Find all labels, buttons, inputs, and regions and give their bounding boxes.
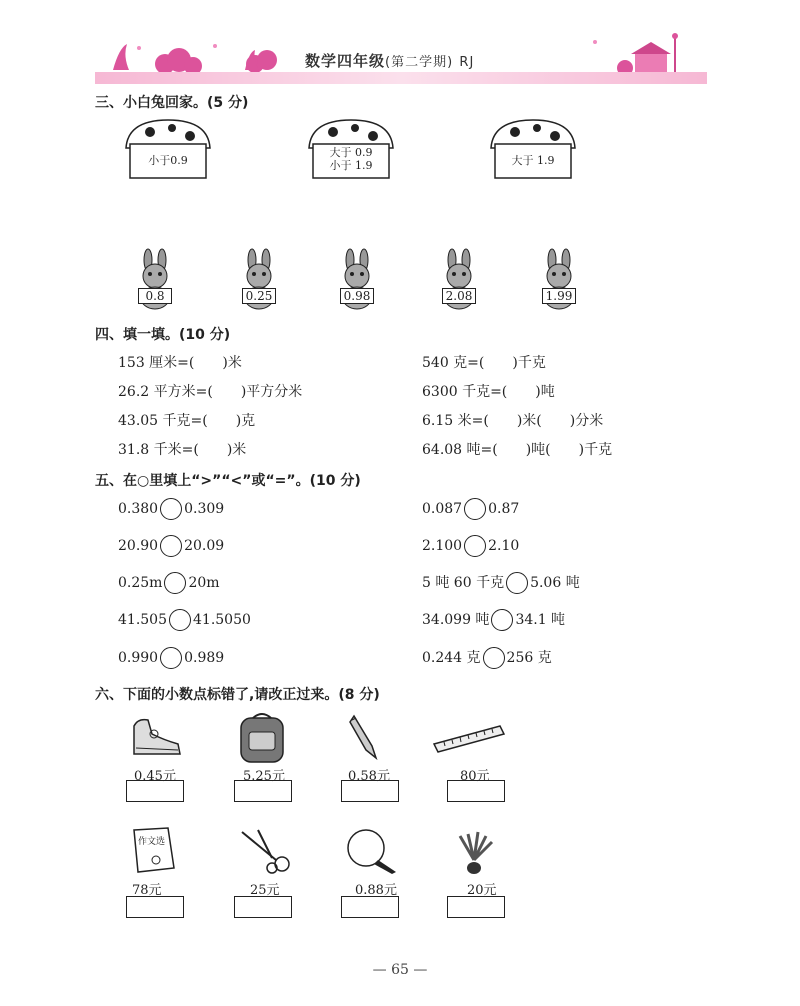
compare-circle[interactable] (164, 572, 186, 594)
rabbit-number: 0.25 (242, 288, 276, 304)
page-header (95, 28, 707, 80)
header-band (95, 72, 707, 84)
price-label: 0.58元 (348, 769, 390, 784)
price-label: 0.88元 (355, 883, 397, 898)
compare-circle[interactable] (160, 647, 182, 669)
fill-item[interactable]: 6.15 米=( )米( )分米 (422, 413, 604, 429)
shuttlecock-icon (452, 830, 496, 876)
compare-circle[interactable] (491, 609, 513, 631)
mushroom-house-1 (120, 118, 216, 182)
compare-row: 0.244 克 256 克 (422, 647, 552, 669)
compare-row: 0.087 0.87 (422, 498, 519, 520)
rabbit-number: 1.99 (542, 288, 576, 304)
compare-circle[interactable] (506, 572, 528, 594)
rabbit-5 (538, 248, 580, 310)
compare-row: 34.099 吨 34.1 吨 (422, 609, 565, 631)
rabbit-3 (336, 248, 378, 310)
fill-item[interactable]: 31.8 千米=( )米 (118, 442, 247, 458)
ruler-icon (432, 722, 506, 754)
price-label: 25元 (250, 883, 280, 898)
answer-box[interactable] (447, 896, 505, 918)
answer-box[interactable] (341, 780, 399, 802)
price-label: 0.45元 (134, 769, 176, 784)
scissors-icon (238, 828, 294, 874)
fill-item[interactable]: 153 厘米=( )米 (118, 355, 242, 371)
pen-icon (346, 712, 386, 764)
mushroom-label: 大于 0.9 小于 1.9 (329, 146, 373, 172)
compare-circle[interactable] (464, 535, 486, 557)
compare-row: 0.990 0.989 (118, 647, 224, 669)
mushroom-label: 大于 1.9 (511, 154, 555, 167)
fill-item[interactable]: 6300 千克=( )吨 (422, 384, 555, 400)
compare-row: 5 吨 60 千克 5.06 吨 (422, 572, 580, 594)
compare-row: 41.505 41.5050 (118, 609, 251, 631)
section3-title: 三、小白兔回家。(5 分) (95, 95, 249, 111)
answer-box[interactable] (234, 780, 292, 802)
fill-item[interactable]: 26.2 平方米=( )平方分米 (118, 384, 303, 400)
notebook (130, 826, 176, 874)
section4-title: 四、填一填。(10 分) (95, 327, 231, 343)
rabbit-number: 0.8 (138, 288, 172, 304)
price-label: 78元 (132, 883, 162, 898)
backpack-icon (235, 710, 289, 764)
rabbit-4 (438, 248, 480, 310)
fill-item[interactable]: 540 克=( )千克 (422, 355, 546, 371)
compare-circle[interactable] (169, 609, 191, 631)
answer-box[interactable] (126, 780, 184, 802)
page-number: — 65 — (372, 962, 428, 978)
compare-circle[interactable] (483, 647, 505, 669)
mushroom-house-2 (303, 118, 399, 182)
price-label: 20元 (467, 883, 497, 898)
answer-box[interactable] (126, 896, 184, 918)
shoe-icon (128, 712, 184, 762)
price-label: 5.25元 (243, 769, 285, 784)
section5-title: 五、在○里填上“>”“<”或“=”。(10 分) (95, 473, 361, 489)
answer-box[interactable] (447, 780, 505, 802)
section6-title: 六、下面的小数点标错了,请改正过来。(8 分) (95, 687, 380, 703)
compare-circle[interactable] (160, 498, 182, 520)
compare-row: 0.25m 20m (118, 572, 220, 594)
mushroom-icon (120, 118, 216, 182)
answer-box[interactable] (234, 896, 292, 918)
compare-circle[interactable] (160, 535, 182, 557)
price-label: 80元 (460, 769, 490, 784)
page-title: 数学四年级(第二学期) RJ (305, 52, 475, 70)
rabbit-number: 0.98 (340, 288, 374, 304)
paddle-icon (344, 828, 400, 876)
mushroom-icon (485, 118, 581, 182)
fill-item[interactable]: 43.05 千克=( )克 (118, 413, 256, 429)
mushroom-house-3 (485, 118, 581, 182)
notebook-cover-title: 作文选 (138, 837, 166, 847)
answer-box[interactable] (341, 896, 399, 918)
rabbit-number: 2.08 (442, 288, 476, 304)
compare-row: 20.90 20.09 (118, 535, 224, 557)
rabbit-2 (238, 248, 280, 310)
compare-circle[interactable] (464, 498, 486, 520)
compare-row: 2.100 2.10 (422, 535, 519, 557)
mushroom-label: 小于0.9 (148, 154, 188, 167)
rabbit-1 (134, 248, 176, 310)
compare-row: 0.380 0.309 (118, 498, 224, 520)
fill-item[interactable]: 64.08 吨=( )吨( )千克 (422, 442, 613, 458)
